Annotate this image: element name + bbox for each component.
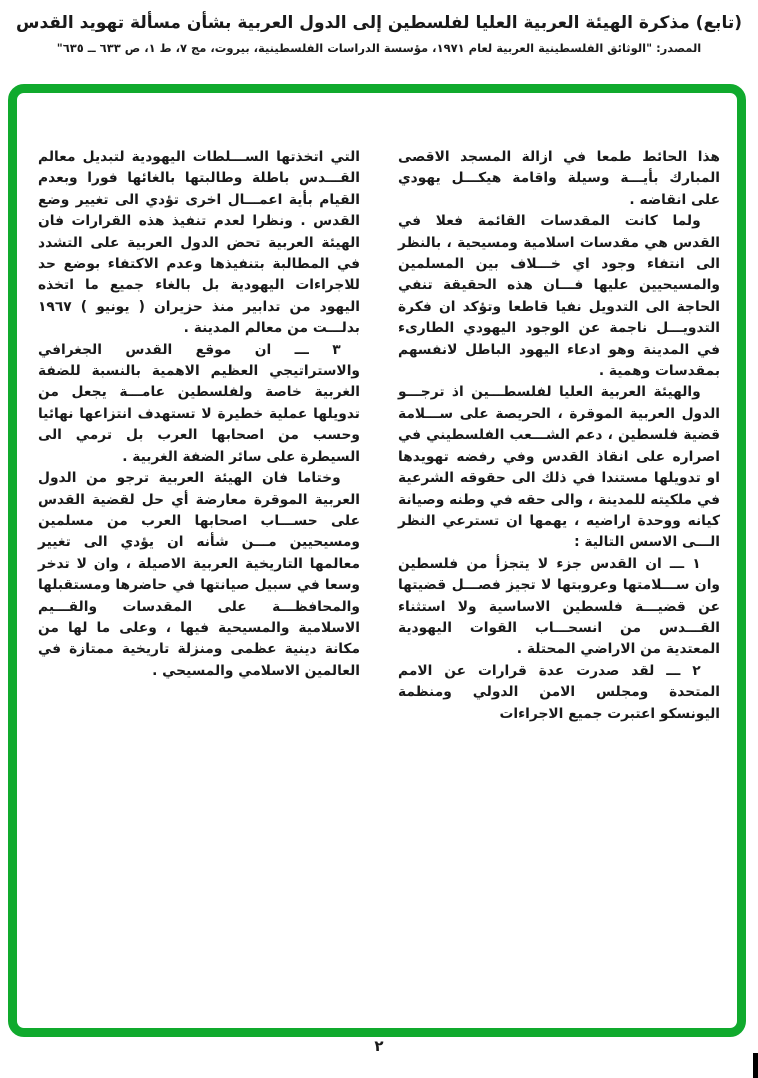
source-line: المصدر: "الوثائق الفلسطينية العربية لعام ١٩٧١، مؤسسة الدراسات الفلسطينية، بيروت، مج ٧، ط ١، ص ٦٣٣ ــ ٦٣٥"	[56, 41, 702, 55]
paragraph-numbered-2: ٢ ـــ لقد صدرت عدة قرارات عن الامم المتحدة ومجلس الامن الدولي ومنظمة اليونسكو اعتبرت جميع الاجراءات	[398, 662, 720, 722]
text-column-right	[398, 147, 720, 725]
paragraph: هذا الحائط طمعا في ازالة المسجد الاقصى المبارك بأيـــة وسيلة واقامة هيكـــل يهودي على انقاضه .	[398, 149, 720, 208]
paragraph: التي اتخذتها الســـلطات اليهودية لتبديل معالم القـــدس باطلة وطالبتها بالغائها فورا وبعدم القيام بأية اعمـــال اخرى تؤدي الى تغيير وضع القدس . ونظرا لعدم تنفيذ هذه القرارات فان الهيئة العربية تحض الدول العربية على التشدد في المطالبة بتنفيذها وعدم الاكتفاء بوضع حد للاجراءات اليهودية بل بالغاء جميع ما اتخذه اليهود من تدابير منذ حزيران ( يونيو ) ١٩٦٧ بدلـــت من معالم المدينة .	[38, 149, 360, 337]
paragraph-numbered-1: ١ ـــ ان القدس جزء لا يتجزأ من فلسطين وان ســـلامتها وعروبتها لا تجيز فصـــل قضيتها عن قضيـــة فلسطين الاساسية ولا استثناء القـــدس من انسحـــاب القوات اليهودية المعتدية من الاراضي المحتلة .	[398, 555, 720, 658]
paragraph-numbered-3: ٣ ـــ ان موقع القدس الجغرافي والاستراتيجي العظيم الاهمية بالنسبة للضفة الغربية خاصة ولفلسطين عامـــة يجعل من تدويلها عملية خطيرة لا تستهدف انتزاعها نهائيا وحسب من اصحابها العرب بل ترمي الى السيطرة على سائر الضفة الغربية .	[38, 341, 360, 465]
page-number: ٢	[374, 1037, 384, 1055]
document-header	[0, 10, 758, 58]
paragraph: وختاما فان الهيئة العربية ترجو من الدول العربية الموقرة معارضة أي حل لقضية القدس على حســـاب اصحابها العرب من مسلمين ومسيحيين مـــن شأنه ان يؤدي الى تغيير معالمها التاريخية العربية الاصيلة ، وان لا تدخر وسعا في سبيل صيانتها في حاضرها ومستقبلها والمحافظـــة على المقدسات والقـــيم الاسلامية والمسيحية فيها ، وعلى ما لها من مكانة دينية عظمى ومنزلة تاريخية ممتازة في العالمين الاسلامي والمسيحي .	[38, 470, 360, 679]
text-column-left	[38, 147, 360, 682]
paragraph: والهيئة العربية العليا لفلسطـــين اذ ترجـــو الدول العربية الموقرة ، الحريصة على ســـلامة قضية فلسطين ، دعم الشـــعب الفلسطيني في اصراره على انقاذ القدس وفي رفضه تهويدها او تدويلها مستندا في ذلك الى حقوقه الشرعية في ملكيته للمدينة ، والى حقه في وطنه وصيانة كيانه ووحدة اراضيه ، يهمها ان تسترعي النظر الـــى الاسس التالية :	[398, 384, 720, 551]
paragraph: ولما كانت المقدسات القائمة فعلا في القدس هي مقدسات اسلامية ومسيحية ، بالنظر الى انتفاء وجود اي خـــلاف بين المسلمين والمسيحيين عليها فـــان هذه الحقيقة تنفي الحاجة الى التدويل نفيا قاطعا وتؤكد ان فكرة التدويـــل ناجمة عن الوجود اليهودي الطارىء في المدينة وهو ادعاء اليهود الباطل لانفسهم بمقدسات وهمية .	[398, 213, 720, 380]
scan-edge-mark	[753, 1053, 758, 1078]
page-title: (تابع) مذكرة الهيئة العربية العليا لفلسطين إلى الدول العربية بشأن مسألة تهويد القدس	[16, 13, 742, 33]
